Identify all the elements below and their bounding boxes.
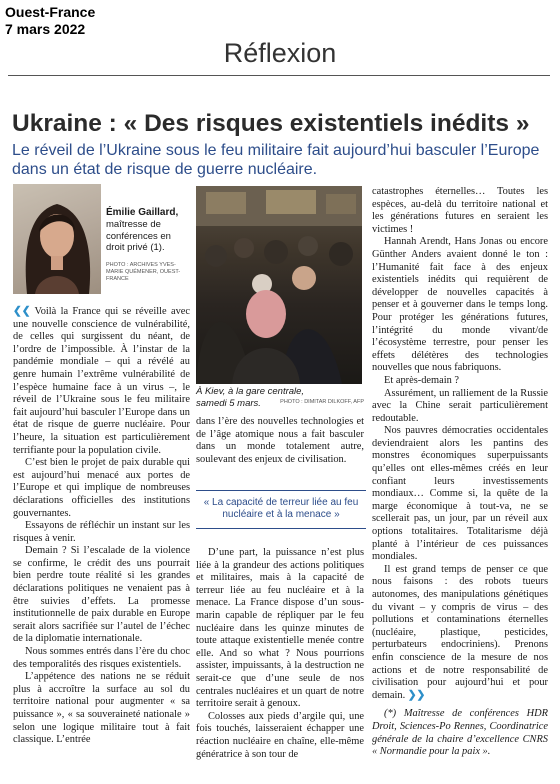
pull-quote: « La capacité de terreur liée au feu nucléaire et à la menace »: [203, 497, 359, 520]
column-2-top: [196, 416, 364, 466]
quote-rule-top: [196, 490, 366, 491]
paragraph: D’une part, la puissance n’est plus liée à la grandeur des actions politiques et militaires, mais à la capacité de terreur liée au feu nucléaire et à la menace. La France dispose d’un sous-marin capable de répliquer par le feu nucléaire dans les quinze minutes de toute attaque existentielle menée contre elle. And so what ? Nous pourrions assister, impuissants, à la destruction ne serait-ce que d’une seule de nos centrales nucléaires et un quart de notre territoire serait à genoux.: [196, 547, 364, 710]
column-1: [13, 306, 190, 747]
article-standfirst: Le réveil de l’Ukraine sous le feu militaire fait aujourd’hui basculer l’Europe dans un état de risque de guerre nucléaire.: [12, 142, 540, 178]
author-footnote: (*) Maîtresse de conférences HDR Droit, Sciences-Po Rennes, Coordinatrice générale de la chaire d’excellence CNRS « Normandie pour la paix ».: [372, 708, 548, 758]
paragraph: catastrophes éternelles… Toutes les espèces, au-delà du territoire national et les générations futures en seraient les victimes !: [372, 186, 548, 235]
photo-caption: À Kiev, à la gare centrale, samedi 5 mars.: [196, 386, 305, 409]
paragraph: L’appétence des nations ne se réduit plus à accroître la surface au sol du territoire national pour augmenter « sa puissance », « sa souveraineté nationale » selon une logique militaire tout à fait classique. L’entrée: [13, 671, 190, 746]
section-title: Réflexion: [223, 38, 337, 68]
quote-rule-bottom: [196, 528, 366, 529]
paragraph: Essayons de réfléchir un instant sur les risques à venir.: [13, 520, 190, 544]
section-rule: [8, 75, 550, 76]
quote-end-icon: ❯❯: [407, 689, 426, 701]
paragraph: Nos pauvres démocraties occidentales deviendraient alors les pantins des monstres économiques superpuissants qu’elles ont elles-mêmes créés en leur confiant leurs investissements mondiaux… Comme si, la quête de la marge économique à tout-va, ne se scellerait pas, un jour, par un réveil aux options totalitaires. Totalitarisme déjà planté à l’intérieur de ces puissances mondiales.: [372, 425, 548, 563]
author-photo-credit: PHOTO : ARCHIVES YVES-MARIE QUÉMENER, OUEST-FRANCE: [106, 262, 181, 282]
newspaper-name: Ouest-France: [5, 4, 96, 20]
paragraph: Demain ? Si l’escalade de la violence se confirme, le crédit des uns pourrait bien perdre toute réalité si les grandes déclarations politiques ne venaient pas à être suivies d’effets. La promesse institutionnelle de paix durable en Europe serait alors sacrifiée sur l’autel de l’échec de la diplomatie internationale.: [13, 545, 190, 645]
paragraph: Et après-demain ?: [384, 374, 460, 386]
paragraph: C’est bien le projet de paix durable qui est aujourd’hui menacé aux portes de l’Europe et qui implique de nombreuses déclarations officielles des institutions gouvernantes.: [13, 457, 190, 519]
author-role: maîtresse de conférences en droit privé (1).: [106, 219, 171, 253]
photo-credit: PHOTO : DIMITAR DILKOFF, AFP: [280, 399, 364, 405]
paragraph: dans l’ère des nouvelles technologies et de l’âge atomique nous a fait basculer dans un monde totalement autre, soulevant des enjeux de civilisation.: [196, 416, 364, 465]
article-headline: Ukraine : « Des risques existentiels inédits »: [12, 110, 530, 137]
quote-mark-icon: ❮❮: [13, 306, 31, 317]
paragraph: Nous sommes entrés dans l’ère du choc des temporalités des risques existentiels.: [13, 646, 190, 670]
publication-date: 7 mars 2022: [5, 21, 86, 37]
column-3: [372, 186, 548, 759]
kiev-station-photo: [196, 186, 362, 384]
paragraph: Assurément, un ralliement de la Russie avec la Chine serait particulièrement redoutable.: [372, 387, 548, 424]
paragraph: Il est grand temps de penser ce que nous faisons : des robots tueurs autonomes, des manipulations génétiques du vivant – y compris de virus – des pollutions et contaminations éternelles (nucléaire, plastique, pesticides, perturbateurs endocriniens). Prenons enfin conscience de la mesure de nos actions et de notre responsabilité de civilisation pour aujourd’hui et pour demain. ❯❯: [372, 563, 548, 701]
paragraph: ❮❮ Voilà la France qui se réveille avec une nouvelle conscience de vulnérabilité, de celles qui surgissent du néant, de l’ordre de l’impossible. À l’instar de la pandémie mondiale – qui a révélé au genre humain l’extrême vulnérabilité de l’espèce humaine face à un virus –, le réveil de l’Ukraine sous le feu militaire fait aujourd’hui basculer l’Europe dans un état de risque de guerre nucléaire. Pour l’heure, la situation est particulièrement terrifiante pour la population civile.: [13, 306, 190, 456]
paragraph: Colosses aux pieds d’argile qui, une fois touchés, laisseraient échapper une réaction nucléaire en chaîne, elle-même génératrice à son tour de: [196, 710, 364, 760]
paragraph: Hannah Arendt, Hans Jonas ou encore Günther Anders avaient donné le ton : l’Humanité fait face à des enjeux existentiels inédits qui requièrent de développer de nouvelles capacités à penser et à gouverner dans le temps long. Pour protéger les générations futures, l’intégrité du monde vivant/de l’écosystème terrestre, pour penser les effets délétères des technologies nouvelles que nous fabriquons.: [372, 236, 548, 374]
author-name: Émilie Gaillard,: [106, 207, 179, 218]
column-2: [196, 547, 364, 761]
author-photo: [13, 184, 101, 294]
